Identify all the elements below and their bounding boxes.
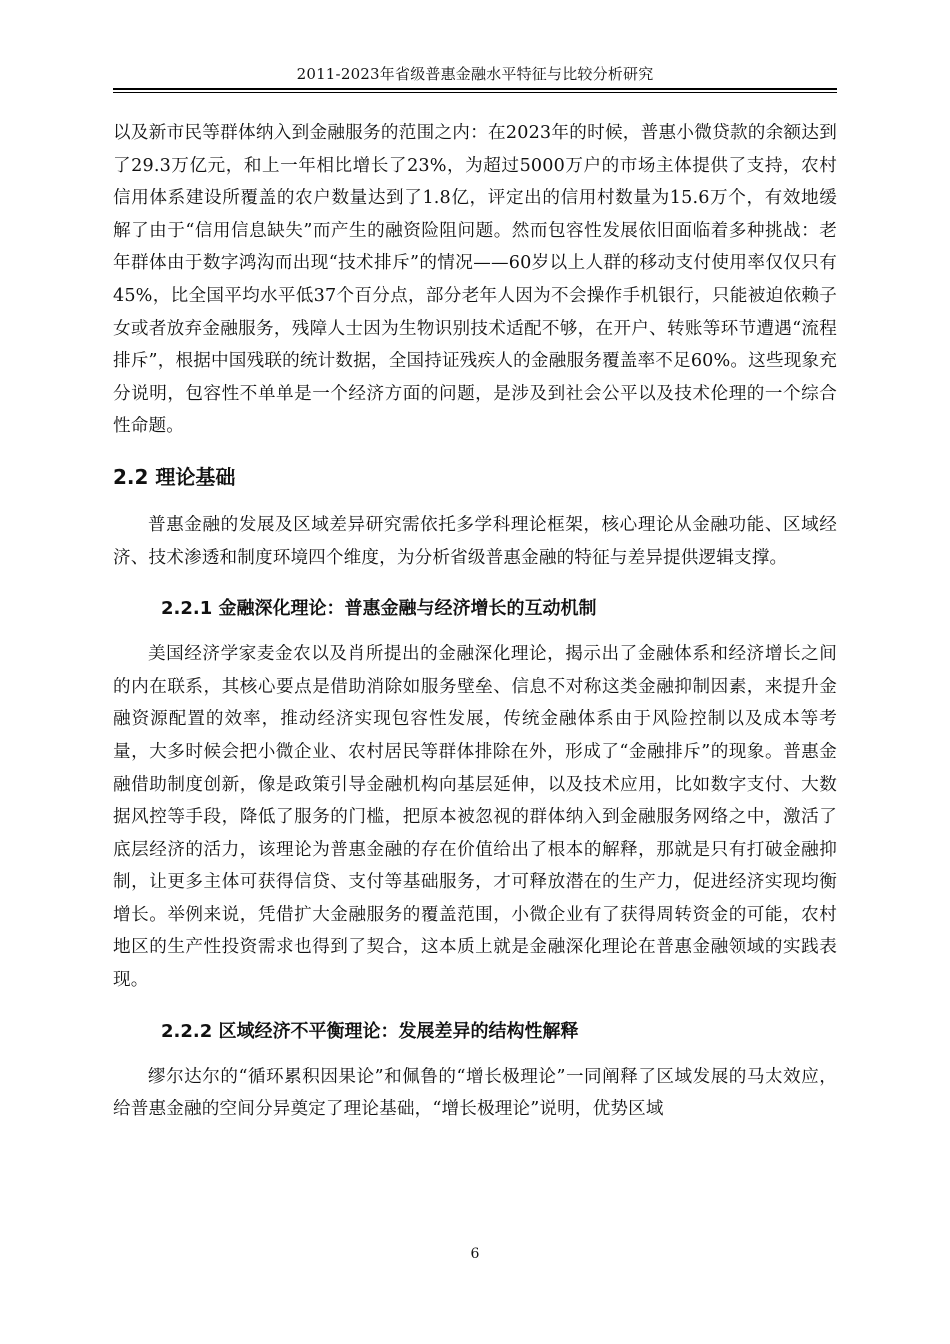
running-header: 2011-2023年省级普惠金融水平特征与比较分析研究 — [296, 65, 654, 83]
body-paragraph-continued: 以及新市民等群体纳入到金融服务的范围之内：在2023年的时候，普惠小微贷款的余额达到了29.3万亿元，和上一年相比增长了23%，为超过5000万户的市场主体提供了支持，农村信用体系建设所覆盖的农户数量达到了1.8亿，评定出的信用村数量为15.6万个，有效地缓解了由于“信用信息缺失”而产生的融资险阻问题。然而包容性发展依旧面临着多种挑战：老年群体由于数字鸿沟而出现“技术排斥”的情况——60岁以上人群的移动支付使用率仅仅只有45%，比全国平均水平低37个百分点，部分老年人因为不会操作手机银行，只能被迫依赖子女或者放弃金融服务，残障人士因为生物识别技术适配不够，在开户、转账等环节遭遇“流程排斥”，根据中国残联的统计数据，全国持证残疾人的金融服务覆盖率不足60%。这些现象充分说明，包容性不单单是一个经济方面的问题，是涉及到社会公平以及技术伦理的一个综合性命题。 — [113, 123, 837, 437]
header-rule-thin — [113, 92, 837, 93]
body-paragraph-financial-deepening: 美国经济学家麦金农以及肖所提出的金融深化理论，揭示出了金融体系和经济增长之间的内在联系，其核心要点是借助消除如服务壁垒、信息不对称这类金融抑制因素，来提升金融资源配置的效率，推动经济实现包容性发展，传统金融体系由于风险控制以及成本等考量，大多时候会把小微企业、农村居民等群体排除在外，形成了“金融排斥”的现象。普惠金融借助制度创新，像是政策引导金融机构向基层延伸，以及技术应用，比如数字支付、大数据风控等手段，降低了服务的门槛，把原本被忽视的群体纳入到金融服务网络之中，激活了底层经济的活力，该理论为普惠金融的存在价值给出了根本的解释，那就是只有打破金融抑制，让更多主体可获得信贷、支付等基础服务，才可释放潜在的生产力，促进经济实现均衡增长。举例来说，凭借扩大金融服务的覆盖范围，小微企业有了获得周转资金的可能，农村地区的生产性投资需求也得到了契合，这本质上就是金融深化理论在普惠金融领域的实践表现。 — [113, 644, 837, 991]
page-number: 6 — [470, 1246, 480, 1262]
page-body — [113, 117, 837, 1126]
header-rule-thick — [113, 88, 837, 90]
body-paragraph-regional-imbalance: 缪尔达尔的“循环累积因果论”和佩鲁的“增长极理论”一同阐释了区域发展的马太效应，给普惠金融的空间分异奠定了理论基础，“增长极理论”说明，优势区域 — [113, 1066, 837, 1120]
body-paragraph-intro: 普惠金融的发展及区域差异研究需依托多学科理论框架，核心理论从金融功能、区域经济、技术渗透和制度环境四个维度，为分析省级普惠金融的特征与差异提供逻辑支撑。 — [113, 514, 837, 568]
subsection-heading-2-2-2: 2.2.2 区域经济不平衡理论：发展差异的结构性解释 — [161, 1020, 579, 1042]
subsection-heading-2-2-1: 2.2.1 金融深化理论：普惠金融与经济增长的互动机制 — [161, 598, 597, 620]
section-heading-2-2: 2.2 理论基础 — [113, 464, 236, 489]
